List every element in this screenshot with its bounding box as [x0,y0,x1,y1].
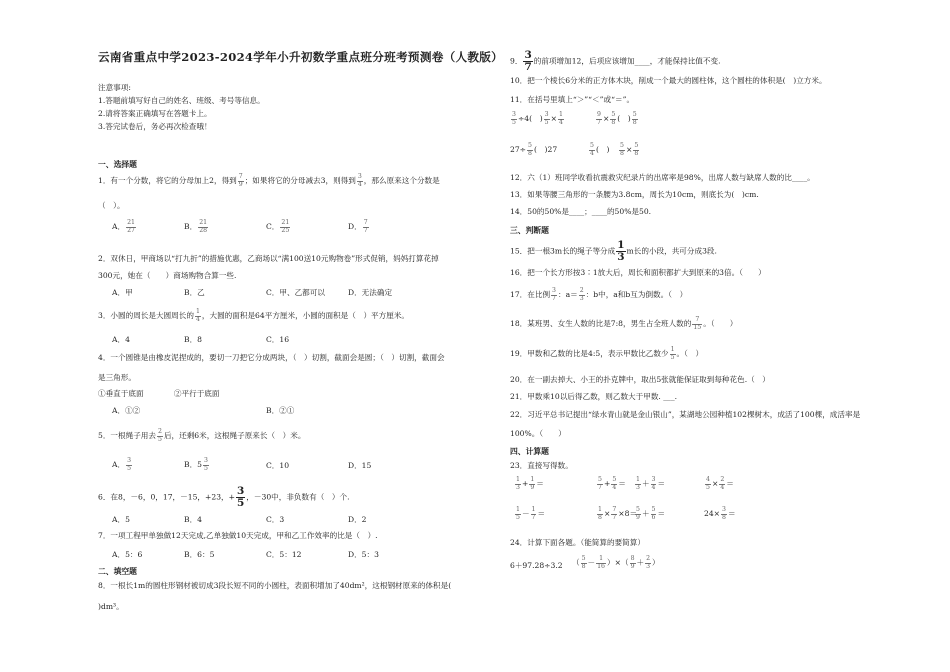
q2-option-a: A．甲 [112,288,133,297]
q5-option-a: A． $\frac{3}{5}$ [112,457,132,472]
question-5: 5．一根绳子用去 $\frac{2}{5}$ 后，还剩6米，这根绳子原来长（ ）米。 [98,428,306,443]
section-heading-calc: 四、计算题 [510,447,549,456]
question-19: 19．甲数和乙数的比是4:5，表示甲数比乙数少 $\frac{1}{5}$ 。（ ） [510,346,704,361]
q1-text-c: ，那么原来这个分数是 [363,176,440,185]
q22-text-a: 22．习近平总书记提出“绿水青山就是金山银山”，某湖地公园种植102棵树木，成活了100棵，成活率是 [510,410,861,419]
q12-text: 12．六（1）班同学收看抗震救灾纪录片的出席率是98%，出席人数与缺席人数的比____。 [510,173,815,182]
notice-item: 3.答完试卷后，务必再次检查哦！ [98,122,212,131]
q4-option-a: A．①② [112,406,141,415]
q13-text: 13．如果等腰三角形的一条腰为3.8cm，周长为10cm，则底长为( )cm. [510,190,759,199]
calc-item: $\frac{5}{9}$ ＋ $\frac{5}{6}$ ＝ [636,506,666,521]
q11-compare-3: 27÷ $\frac{5}{8}$ ( )27 [510,142,558,157]
section-heading-choice: 一、选择题 [98,160,137,169]
q14-text: 14．50的50%是____；____的50%是50. [510,207,652,216]
q4-text-a: 4．一个圆锥是由橡皮泥捏成的，要切一刀把它分成两块，（ ）切割，截面会是圆；（ ）切割，截面会 [98,353,445,362]
question-1 [98,174,440,188]
q6-option-a: A．5 [112,515,130,524]
q8-text-a: 8．一根长1m的圆柱形钢材被切成3段长短不同的小圆柱，表面积增加了40dm²，这根钢材原来的体积是( [98,581,452,590]
q11-text: 11．在括号里填上“＞”“＜”或“＝”。 [510,95,635,104]
q1-text-b: ；如果将它的分母减去3，则得到 [244,176,356,185]
q6-fraction: $\frac{3}{5}$ [236,485,245,510]
q7-option-b: B．6：5 [184,550,215,559]
calc-item: $\frac{5}{7}$ + $\frac{5}{4}$ ＝ [598,476,626,491]
q1-option-c: C． $\frac{21}{25}$ [266,219,290,234]
q15-fraction: $\frac{1}{3}$ [617,239,625,264]
q6-option-d: D．2 [348,515,367,524]
notice-item: 1.答题前填写好自己的姓名、班级、考号等信息。 [98,96,265,105]
exam-title: 云南省重点中学2023-2024学年小升初数学重点班分班考预测卷（人教版） [98,50,504,64]
question-18: 18．某班男、女生人数的比是7:8，男生占全班人数的 $\frac{7}{15}$ 。（ ） [510,316,738,331]
q7-option-c: C．5：12 [266,550,302,559]
q6-option-c: C．3 [266,515,285,524]
question-3: 3．小圆的周长是大圆周长的 $\frac{1}{4}$ ，大圆的面积是64平方厘米，小圆的面积是（ ）平方厘米。 [98,308,410,323]
calc-item: $\frac{4}{5}$ × $\frac{2}{4}$ ＝ [706,476,734,491]
q2-option-d: D．无法确定 [348,288,393,297]
calc-item: 24× $\frac{3}{8}$ ＝ [704,506,736,521]
q3-option-a: A．4 [112,335,130,344]
q8-text-b: )dm³。 [98,602,124,611]
q10-text: 10．把一个棱长6分米的正方体木块，削成一个最大的圆柱体，这个圆柱的体积是( )立方米。 [510,76,827,85]
q5-option-c: C．10 [266,461,290,470]
q2-option-c: C．甲、乙都可以 [266,288,325,297]
q11-compare-5: $\frac{5}{8}$ × $\frac{5}{8}$ [620,142,639,157]
q1-fraction-2: $\frac{3}{4}$ [357,173,362,188]
q5-option-b: B．5 $\frac{3}{5}$ [184,457,208,472]
q3-option-b: B．8 [184,335,203,344]
q1-text-d: （ ）。 [98,201,125,210]
section-heading-judge: 三、判断题 [510,226,549,235]
q24-text: 24．计算下面各题。（能简算的要简算） [510,538,645,547]
calc-item: $\frac{1}{3}$ + $\frac{1}{9}$ ＝ [516,476,544,491]
q3-option-c: C．16 [266,335,290,344]
calc-item: $\frac{1}{3}$ ＋ $\frac{3}{4}$ ＝ [636,476,666,491]
q11-compare-4: $\frac{5}{4}$ ( ) [590,142,610,157]
q3-fraction: $\frac{1}{4}$ [195,308,200,323]
question-9: 9． $\frac{3}{7}$ 的前项增加12，后项应该增加____，才能保持比值不变. [510,49,721,74]
q1-option-a: A． $\frac{21}{27}$ [112,219,135,234]
q11-compare-1: $\frac{3}{5}$ ÷4( ) $\frac{3}{5}$ × $\frac{1}{4}$ [512,111,563,126]
question-15: 15．把一根3m长的绳子等分成 $\frac{1}{3}$ m长的小段，共可分成3段. [510,239,717,264]
q2-option-b: B．乙 [184,288,205,297]
q1-option-d: D． $\frac{7}{7}$ [348,219,368,234]
q23-text: 23．直接写得数。 [510,461,573,470]
notice-heading: 注意事项: [98,83,131,92]
section-heading-fill: 二、填空题 [98,567,137,576]
q21-text: 21．甲数乘10以后得乙数，则乙数大于甲数. ___. [510,392,678,401]
q6-option-b: B．4 [184,515,203,524]
q5-option-d: D．15 [348,461,372,470]
q24-expression-1: 6＋97.28÷3.2 [510,561,563,570]
q9-fraction: $\frac{3}{7}$ [524,49,532,74]
notice-item: 2.请将答案正确填写在答题卡上。 [98,109,212,118]
q16-text: 16．把一个长方形按3∶1放大后，周长和面积都扩大到原来的3倍。（ ） [510,268,766,277]
q4-text-c: ①垂直于底面 ②平行于底面 [98,389,220,398]
q9-text: 的前项增加12，后项应该增加____，才能保持比值不变. [533,56,721,66]
q4-option-b: B．②① [266,406,295,415]
q24-expression-2: （ $\frac{5}{8}$ － $\frac{1}{16}$ ）×（ $\frac{8}{9}$ ＋ $\frac{2}{3}$ ） [572,555,660,570]
q2-text-b: 300元，她在（ ）商场购物合算一些. [98,271,237,280]
question-17: 17．在比例 $\frac{3}{7}$ ：a＝ $\frac{2}{3}$ ：b中，a和b互为倒数。（ ） [510,287,688,302]
q7-option-d: D．5：3 [348,550,379,559]
q2-text-a: 2．双休日，甲商场以“打九折”的措施优惠，乙商场以“满100送10元购物卷”形式促销，妈妈打算花掉 [98,254,439,263]
q22-text-b: 100%。（ ） [510,429,566,438]
q5-fraction: $\frac{2}{5}$ [158,428,162,443]
q20-text: 20．在一副去掉大、小王的扑克牌中，取出5张就能保证取到每种花色.（ ） [510,375,770,384]
q4-text-b: 是三角形。 [98,373,136,382]
q1-fraction-1: $\frac{7}{9}$ [238,173,243,188]
question-6: 6．在8，－6，0，17，－15，+23，+ $\frac{3}{5}$ ，－30中，非负数有（ ）个. [98,485,350,510]
q7-text: 7．一项工程甲单独做12天完成,乙单独做10天完成，甲和乙工作效率的比是（ ）. [98,531,378,540]
calc-item: $\frac{1}{5}$ － $\frac{1}{7}$ ＝ [516,506,546,521]
q11-compare-2: $\frac{9}{7}$ × $\frac{5}{8}$ ( ) $\frac{5}{8}$ [597,111,637,126]
q7-option-a: A．5：6 [112,550,143,559]
calc-item: $\frac{1}{8}$ × $\frac{7}{7}$ ×8＝ [598,506,638,521]
q1-text-a: 1．有一个分数，将它的分母加上2，得到 [98,176,237,185]
q1-option-b: B． $\frac{21}{28}$ [184,219,208,234]
